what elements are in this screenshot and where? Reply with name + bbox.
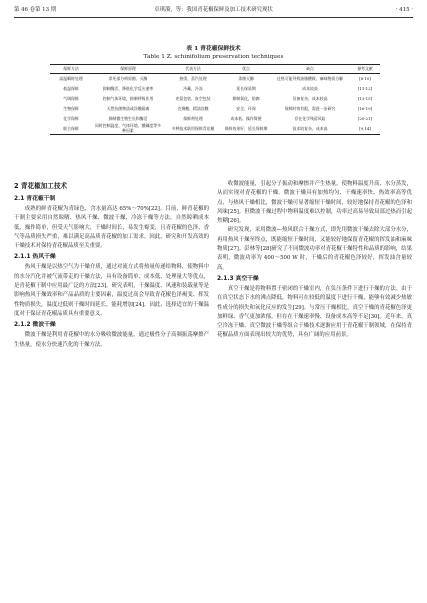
table-cell: [8-10] — [359, 75, 371, 81]
table-cell: 存在化学残留风险 — [294, 115, 326, 121]
table-cell: 抑制微生物生长和酶活 — [108, 115, 148, 121]
running-title: 卓琪漪，等：我国青花椒保鲜及加工技术研究现状 — [154, 7, 273, 13]
header-advantages: 优点 — [222, 65, 270, 74]
section-heading: 2 青花椒加工技术 — [14, 182, 68, 190]
table-cell: 杀菌灭酶 — [238, 75, 254, 81]
table-row — [50, 84, 380, 94]
page-number: · 415 · — [395, 7, 413, 13]
body-paragraph: 研究发现，采用微波—热风联合干燥方式，即先用微波干燥去除大部分水分，再用热风干燥至终点，既能缩短干燥时间，又能较好地保留青花椒的挥发油和麻味物质[27]。彭林等[28]研究了不同微波功率对青花椒干燥特性和品质的影响，结果表明，微波功率为 400～500 W 时，干燥后的青花椒色泽较好，挥发油含量较高。 — [217, 227, 412, 271]
table-cell: 联合保鲜 — [50, 124, 92, 135]
table-cell: 天然抗菌物质或涂膜隔离 — [106, 105, 150, 111]
table-cell: 生物保鲜 — [63, 105, 79, 111]
header-disadvantages: 缺点 — [270, 65, 350, 74]
body-paragraph: 真空干燥是将物料置于密闭的干燥室内，在负压条件下进行干燥的方法。由于在真空状态下水的沸点降低，物料可在较低的温度下进行干燥，能够有效减少热敏性成分的损失和氧化反应的发生[29]。与常压干燥相比，真空干燥的青花椒色泽更加鲜绿、香气更加浓郁，但存在干燥速率慢、设备成本高等不足[30]。近年来，真空冷冻干燥、真空微波干燥等组合干燥技术逐渐应用于青花椒干制领域，在保持青花椒品质方面表现出较大的优势，具有广阔的应用前景。 — [217, 285, 412, 339]
table-cell: 热烫、蒸汽处理 — [179, 75, 207, 81]
table-cell: 抑制酶活、降低化学反应速率 — [102, 85, 154, 91]
table-cell: 气调保鲜 — [63, 95, 79, 101]
subsection-heading: 2.1 青花椒干制 — [14, 196, 56, 202]
table-row — [50, 104, 380, 114]
table-cell: 化学保鲜 — [63, 115, 79, 121]
table-row — [50, 94, 380, 104]
table-cell: 同时控制温度、气体环境、酸碱度等多种因素 — [92, 124, 164, 135]
table-caption-en: Table 1 Z. schinifolium preservation techniques — [143, 54, 284, 60]
table-row — [50, 124, 380, 135]
header-method: 保鲜方法 — [50, 65, 92, 74]
table-cell: 抑制氧化、防腐 — [232, 95, 260, 101]
body-paragraph: 微波干燥是利用青花椒中的水分吸收微波能量，通过极性分子高频振荡摩擦产生热量，使水分快速汽化的干燥方法。 — [14, 332, 209, 348]
subsection-heading: 2.1.2 微波干燥 — [14, 322, 56, 329]
running-header — [14, 5, 413, 15]
body-paragraph: 收微波能量，引起分子振动和摩擦并产生热量，使物料温度升高、水分蒸发，从而实现对青花椒的干燥。微波干燥具有加热均匀、干燥速率快、热效率高等优点，与热风干燥相比，微波干燥可显著缩短干燥时间，较好地保持青花椒的色泽和风味[25]。但微波干燥过程中物料温度难以控制，功率过高易导致局部过热而引起焦糊[26]。 — [217, 181, 412, 225]
table-cell: [11-12] — [357, 85, 373, 91]
table-row — [50, 74, 380, 85]
table-cell: 壳聚糖、精油涂膜 — [177, 105, 209, 111]
table-cell: 充氮包装、真空包装 — [175, 95, 211, 101]
journal-volume: 第 46 卷第 13 期 — [14, 7, 57, 13]
table-cell: 控制气体环境，抑制呼吸作用 — [102, 95, 154, 101]
header-representative: 代表方法 — [164, 65, 222, 74]
table-cell: 成本低、操作简便 — [230, 115, 262, 121]
table-header-row — [50, 65, 380, 74]
header-principle: 保鲜原理 — [92, 65, 164, 74]
table-cell: [9,14] — [350, 124, 380, 135]
table-cell: [16-19] — [357, 105, 373, 111]
table-cell: 过热可能导致油脂酸败、麻味物质分解 — [276, 75, 344, 81]
left-column — [14, 181, 209, 350]
table-cell: 保鲜剂处理 — [183, 115, 203, 121]
table-cell: 保鲜时效有限，需进一步研究 — [284, 105, 336, 111]
table-cell: [20-21] — [357, 115, 373, 121]
subsection-heading: 2.1.1 热风干燥 — [14, 254, 56, 261]
header-rule — [14, 17, 413, 18]
table-cell: 设备复杂，成本较高 — [292, 95, 328, 101]
body-paragraph: 热风干燥是以热空气为干燥介质，通过对流方式将热量传递给物料，使物料中的水分汽化并被气流带走的干燥方法，具有设备简单、成本低、处理量大等优点，是青花椒干制中应用最广泛的方法[23]。研究表明，干燥温度、风速和装载量等是影响热风干燥效率和产品品质的主要因素，温度过高会导致青花椒色泽褐变、挥发性物质损失，温度过低则干燥时间延长，能耗增加[24]。因此，选择适宜的干燥温度对于保证青花椒品质具有重要意义。 — [14, 264, 209, 317]
table-cell: 保鲜效果好、延长保鲜期 — [222, 124, 270, 135]
table-caption-cn: 表 1 青花椒保鲜技术 — [186, 46, 241, 52]
preservation-table — [50, 64, 380, 135]
table-cell: 延长保质期 — [236, 85, 256, 91]
subsection-heading: 2.1.3 真空干燥 — [217, 275, 259, 282]
table-cell: 成本较高 — [302, 85, 318, 91]
table-cell: 杀死部分病原菌、灭酶 — [108, 75, 148, 81]
table-cell: 冷藏、冷冻 — [183, 85, 203, 91]
table-cell: 低温保鲜 — [63, 85, 79, 91]
table-cell: 多种技术联用保鲜青花椒 — [164, 124, 222, 135]
table-cell: 高温瞬时处理 — [59, 75, 83, 81]
table-cell: 安全、环保 — [236, 105, 256, 111]
right-column — [217, 180, 412, 341]
header-references: 参考文献 — [350, 65, 380, 74]
table-cell: 技术较复杂、成本高 — [270, 124, 350, 135]
body-paragraph: 成熟的鲜青花椒为青绿色，含水量高达 65%～70%[22]。目前，鲜青花椒的干制主要采用自然晾晒、热风干燥、微波干燥、冷冻干燥等方法。自然晾晒成本低、操作简单，但受天气影响大，干燥时间长，易发生霉变，且青花椒的色泽、香气等品质损失严重，难以满足高品质青花椒的加工需求。因此，研究和开发高效的干燥技术对保持青花椒品质至关重要。 — [14, 206, 209, 250]
table-cell: [13-15] — [357, 95, 373, 101]
